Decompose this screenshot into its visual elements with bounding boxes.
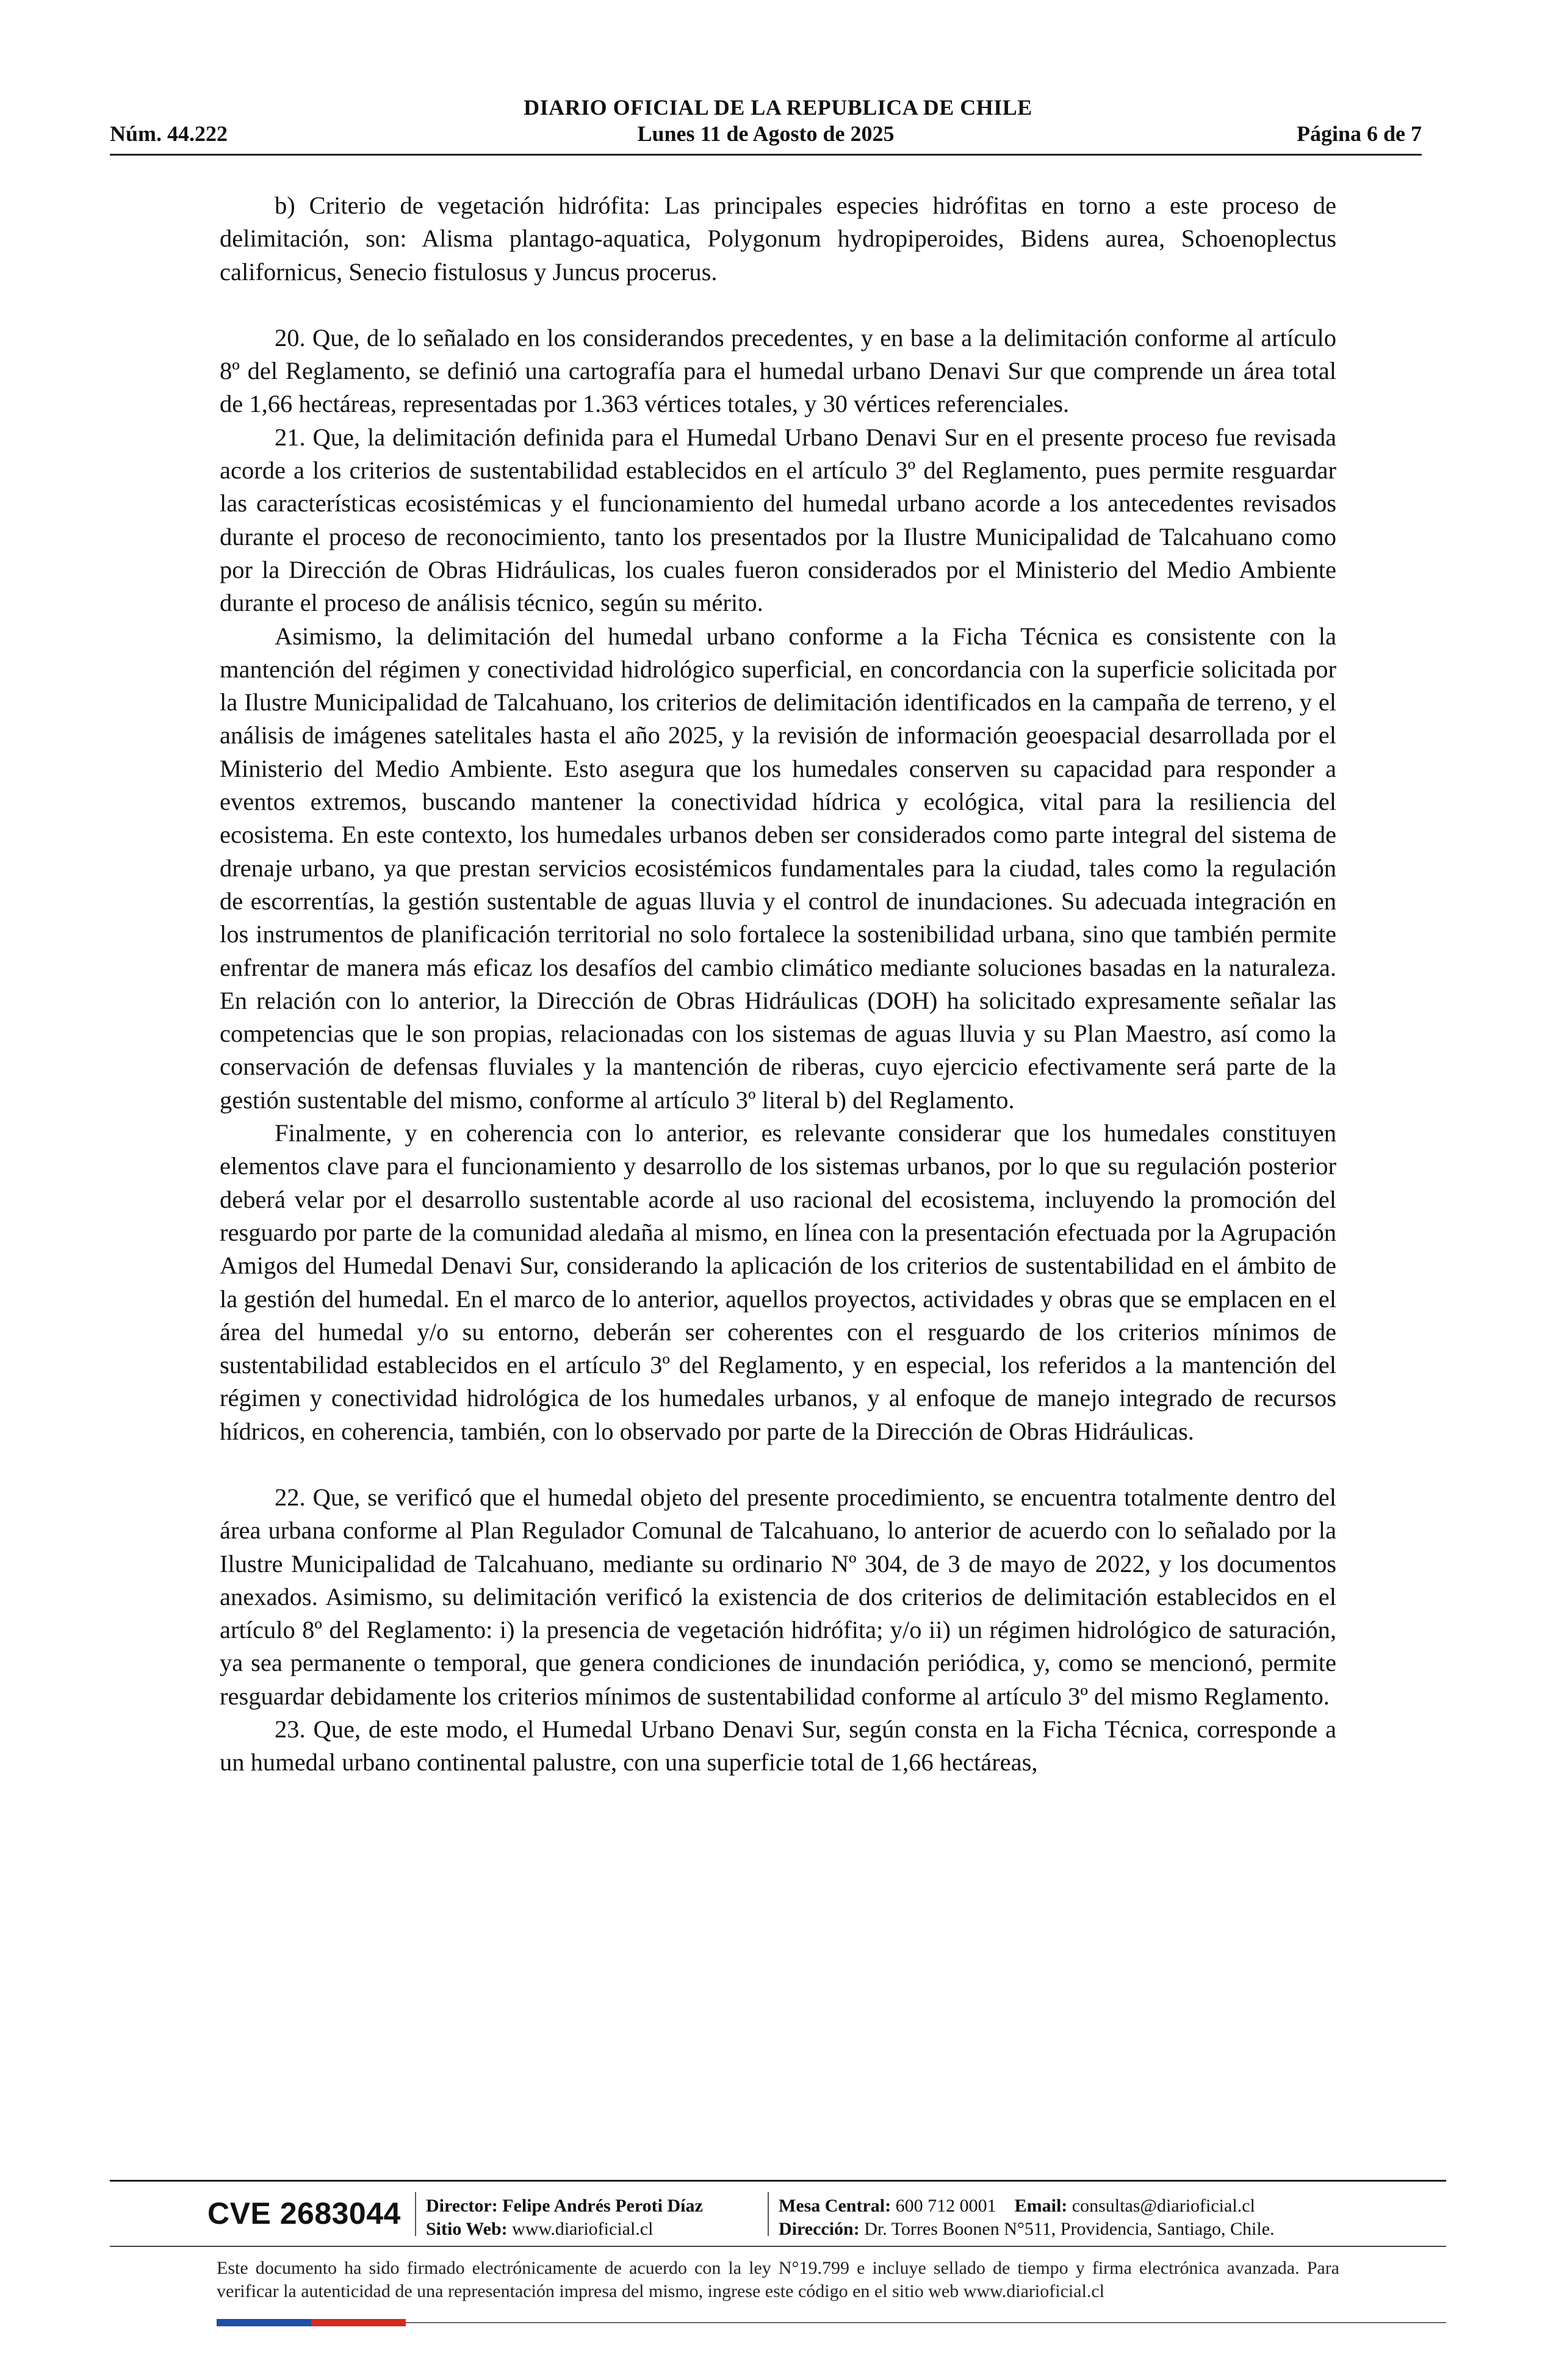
footer-separator: [768, 2192, 769, 2236]
paragraph-21: 21. Que, la delimitación definida para el Humedal Urbano Denavi Sur en el presente proceso fue revisada acorde a los criterios de sustentabilidad establecidos en el artículo 3º del Reglamento, pues permite resguardar las características ecosistémicas y el funcionamiento del humedal urbano acorde a los antecedentes revisados durante el proceso de reconocimiento, tanto los presentados por la Ilustre Municipalidad de Talcahuano como por la Dirección de Obras Hidráulicas, los cuales fueron considerados por el Ministerio del Medio Ambiente durante el proceso de análisis técnico, según su mérito.: [220, 423, 1336, 617]
header-divider: [110, 154, 1422, 156]
issue-number: Núm. 44.222: [110, 121, 228, 146]
website-label: Sitio Web:: [426, 2219, 508, 2239]
issue-date: Lunes 11 de Agosto de 2025: [637, 121, 895, 146]
phone-label: Mesa Central:: [779, 2196, 891, 2216]
paragraph-finalmente: Finalmente, y en coherencia con lo anterior, es relevante considerar que los humedales constituyen elementos clave para el funcionamiento y desarrollo de los sistemas urbanos, por lo que su regulación posterior deberá velar por el desarrollo sustentable acorde al uso racional del ecosistema, incluyendo la promoción del resguardo por parte de la comunidad aledaña al mismo, en línea con la presentación efectuada por la Agrupación Amigos del Humedal Denavi Sur, considerando la aplicación de los criterios de sustentabilidad en el ámbito de la gestión del humedal. En el marco de lo anterior, aquellos proyectos, actividades y obras que se emplacen en el área del humedal y/o su entorno, deberán ser coherentes con el resguardo de los criterios mínimos de sustentabilidad establecidos en el artículo 3º del Reglamento, y en especial, los referidos a la mantención del régimen y conectividad hidrológica de los humedales urbanos, y al enfoque de manejo integrado de recursos hídricos, en coherencia, también, con lo observado por parte de la Dirección de Obras Hidráulicas.: [220, 1119, 1336, 1445]
footer-divider-mid: [110, 2246, 1446, 2247]
address-label: Dirección:: [779, 2219, 860, 2239]
paragraph-b-vegetation: b) Criterio de vegetación hidrófita: Las principales especies hidrófitas en torno a este proceso de delimitación, son: Alisma plantago-aquatica, Polygonum hydropiperoides, Bidens aurea, Schoenoplectus californicus, Senecio fistulosus y Juncus procerus.: [220, 192, 1336, 286]
paragraph-asimismo: Asimismo, la delimitación del humedal urbano conforme a la Ficha Técnica es consistente con la mantención del régimen y conectividad hidrológico superficial, en concordancia con la superficie solicitada por la Ilustre Municipalidad de Talcahuano, los criterios de delimitación identificados en la campaña de terreno, y el análisis de imágenes satelitales hasta el año 2025, y la revisión de información geoespacial desarrollada por el Ministerio del Medio Ambiente. Esto asegura que los humedales conserven su capacidad para responder a eventos extremos, buscando mantener la conectividad hídrica y ecológica, vital para la resiliencia del ecosistema. En este contexto, los humedales urbanos deben ser considerados como parte integral del sistema de drenaje urbano, ya que prestan servicios ecosistémicos fundamentales para la ciudad, tales como la regulación de escorrentías, la gestión sustentable de aguas lluvia y el control de inundaciones. Su adecuada integración en los instrumentos de planificación territorial no solo fortalece la sostenibilidad urbana, sino que también permite enfrentar de manera más eficaz los desafíos del cambio climático mediante soluciones basadas en la naturaleza. En relación con lo anterior, la Dirección de Obras Hidráulicas (DOH) ha solicitado expresamente señalar las competencias que le son propias, relacionadas con los sistemas de aguas lluvia y su Plan Maestro, así como la conservación de defensas fluviales y la mantención de riberas, cuyo ejercicio efectivamente será parte de la gestión sustentable del mismo, conforme al artículo 3º literal b) del Reglamento.: [220, 622, 1336, 1114]
paragraph-23: 23. Que, de este modo, el Humedal Urbano Denavi Sur, según consta en la Ficha Técnica, corresponde a un humedal urbano continental palustre, con una superficie total de 1,66 hectáreas,: [220, 1715, 1336, 1776]
email-label: Email:: [1014, 2196, 1068, 2216]
paragraph-20: 20. Que, de lo señalado en los considerandos precedentes, y en base a la delimitación conforme al artículo 8º del Reglamento, se definió una cartografía para el humedal urbano Denavi Sur que comprende un área total de 1,66 hectáreas, representadas por 1.363 vértices totales, y 30 vértices referenciales.: [220, 323, 1336, 418]
director-label: Director:: [426, 2196, 498, 2216]
publication-title: DIARIO OFICIAL DE LA REPUBLICA DE CHILE: [524, 95, 1032, 120]
director-name: Felipe Andrés Peroti Díaz: [502, 2196, 703, 2216]
footer-contact-block: [779, 2194, 1275, 2241]
address-text: Dr. Torres Boonen N°511, Providencia, Santiago, Chile.: [864, 2219, 1275, 2239]
cve-code: CVE 2683044: [207, 2196, 401, 2230]
footer-director-block: [426, 2194, 703, 2241]
document-body: [220, 189, 1336, 1780]
footer-divider-bottom: [406, 2322, 1446, 2323]
footer-divider-top: [110, 2180, 1446, 2182]
flag-stripe-red: [311, 2319, 406, 2326]
phone-number: 600 712 0001: [895, 2196, 996, 2216]
email-link[interactable]: consultas@diarioficial.cl: [1072, 2196, 1255, 2216]
footer-separator: [415, 2192, 416, 2236]
paragraph-22: 22. Que, se verificó que el humedal objeto del presente procedimiento, se encuentra totalmente dentro del área urbana conforme al Plan Regulador Comunal de Talcahuano, lo anterior de acuerdo con lo señalado por la Ilustre Municipalidad de Talcahuano, mediante su ordinario Nº 304, de 3 de mayo de 2022, y los documentos anexados. Asimismo, su delimitación verificó la existencia de dos criterios de delimitación establecidos en el artículo 8º del Reglamento: i) la presencia de vegetación hidrófita; y/o ii) un régimen hidrológico de saturación, ya sea permanente o temporal, que genera condiciones de inundación periódica, y, como se mencionó, permite resguardar debidamente los criterios mínimos de sustentabilidad conforme al artículo 3º del mismo Reglamento.: [220, 1483, 1336, 1710]
page-indicator: Página 6 de 7: [1296, 121, 1422, 146]
website-link[interactable]: www.diarioficial.cl: [512, 2219, 654, 2239]
flag-stripe-blue: [217, 2319, 311, 2326]
signature-note: Este documento ha sido firmado electrónicamente de acuerdo con la ley N°19.799 e incluye sellado de tiempo y firma electrónica avanzada. Para verificar la autenticidad de una representación impresa del mismo, ingrese este código en el sitio web www.diarioficial.cl: [217, 2258, 1339, 2301]
